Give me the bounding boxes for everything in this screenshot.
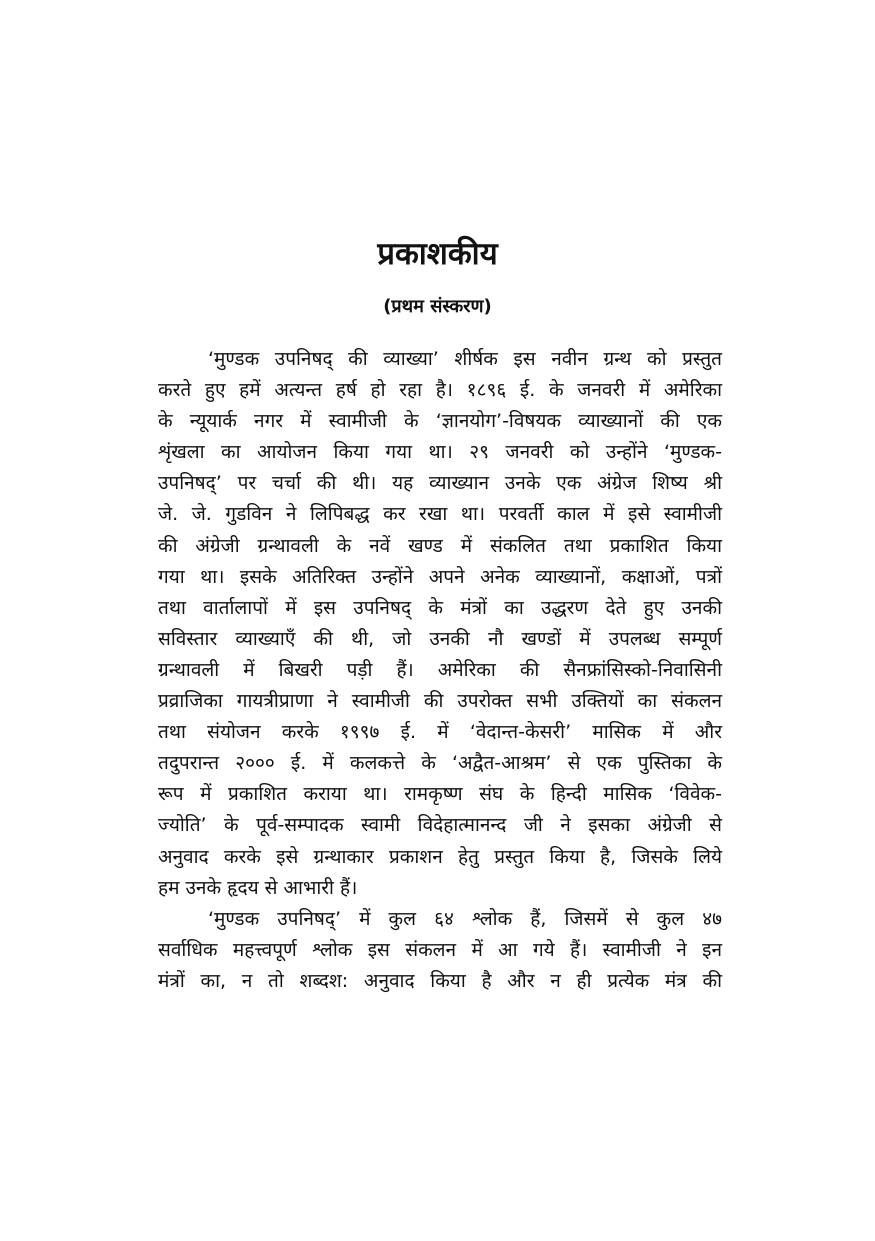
edition-subtitle: (प्रथम संस्करण)	[383, 296, 492, 317]
text-line: की अंग्रेजी ग्रन्थावली के नवें खण्ड में संकलित तथा प्रकाशित किया	[158, 534, 722, 557]
text-line: गया था। इसके अतिरिक्त उन्होंने अपने अनेक व्याख्यानों, कक्षाओं, पत्रों	[158, 565, 722, 588]
text-line: ज्योति’ के पूर्व-सम्पादक स्वामी विदेहात्मानन्द जी ने इसका अंग्रेजी से	[158, 814, 722, 837]
text-line: तथा संयोजन करके १९९७ ई. में ‘वेदान्त-केसरी’ मासिक में और	[158, 721, 722, 744]
text-line: ग्रन्थावली में बिखरी पड़ी हैं। अमेरिका की सैनफ्रांसिस्को-निवासिनी	[158, 658, 722, 681]
text-line: तथा वार्तालापों में इस उपनिषद् के मंत्रों का उद्धरण देते हुए उनकी	[158, 596, 722, 619]
text-line: जे. जे. गुडविन ने लिपिबद्ध कर रखा था। परवर्ती काल में इसे स्वामीजी	[158, 503, 722, 526]
text-line: सर्वाधिक महत्त्वपूर्ण श्लोक इस संकलन में आ गये हैं। स्वामीजी ने इन	[158, 938, 722, 961]
text-line: ‘मुण्डक उपनिषद् की व्याख्या’ शीर्षक इस नवीन ग्रन्थ को प्रस्तुत	[208, 348, 722, 370]
text-line: उपनिषद्’ पर चर्चा की थी। यह व्याख्यान उनके एक अंग्रेज शिष्य श्री	[158, 472, 722, 495]
text-line: हम उनके हृदय से आभारी हैं।	[158, 876, 358, 899]
page-title: प्रकाशकीय	[377, 236, 498, 272]
text-line: प्रव्राजिका गायत्रीप्राणा ने स्वामीजी की उपरोक्त सभी उक्तियों का संकलन	[158, 690, 722, 713]
text-line: शृंखला का आयोजन किया गया था। २९ जनवरी को उन्होंने ‘मुण्डक-	[158, 441, 722, 464]
body-text	[158, 344, 722, 997]
paragraph-2	[158, 904, 722, 997]
text-line: मंत्रों का, न तो शब्दश: अनुवाद किया है और न ही प्रत्येक मंत्र की	[158, 969, 722, 992]
paragraph-1	[158, 344, 722, 904]
text-line: करते हुए हमें अत्यन्त हर्ष हो रहा है। १८९६ ई. के जनवरी में अमेरिका	[158, 379, 722, 402]
text-line: तदुपरान्त २००० ई. में कलकत्ते के ‘अद्वैत-आश्रम’ से एक पुस्तिका के	[158, 752, 722, 775]
text-line: के न्यूयार्क नगर में स्वामीजी के ‘ज्ञानयोग’-विषयक व्याख्यानों की एक	[158, 410, 722, 433]
text-line: रूप में प्रकाशित कराया था। रामकृष्ण संघ के हिन्दी मासिक ‘विवेक-	[158, 783, 722, 806]
text-line: सविस्तार व्याख्याएँ की थी, जो उनकी नौ खण्डों में उपलब्ध सम्पूर्ण	[158, 627, 722, 650]
text-line: अनुवाद करके इसे ग्रन्थाकार प्रकाशन हेतु प्रस्तुत किया है, जिसके लिये	[158, 845, 722, 868]
text-line: ‘मुण्डक उपनिषद्’ में कुल ६४ श्लोक हैं, जिसमें से कुल ४७	[208, 907, 722, 930]
